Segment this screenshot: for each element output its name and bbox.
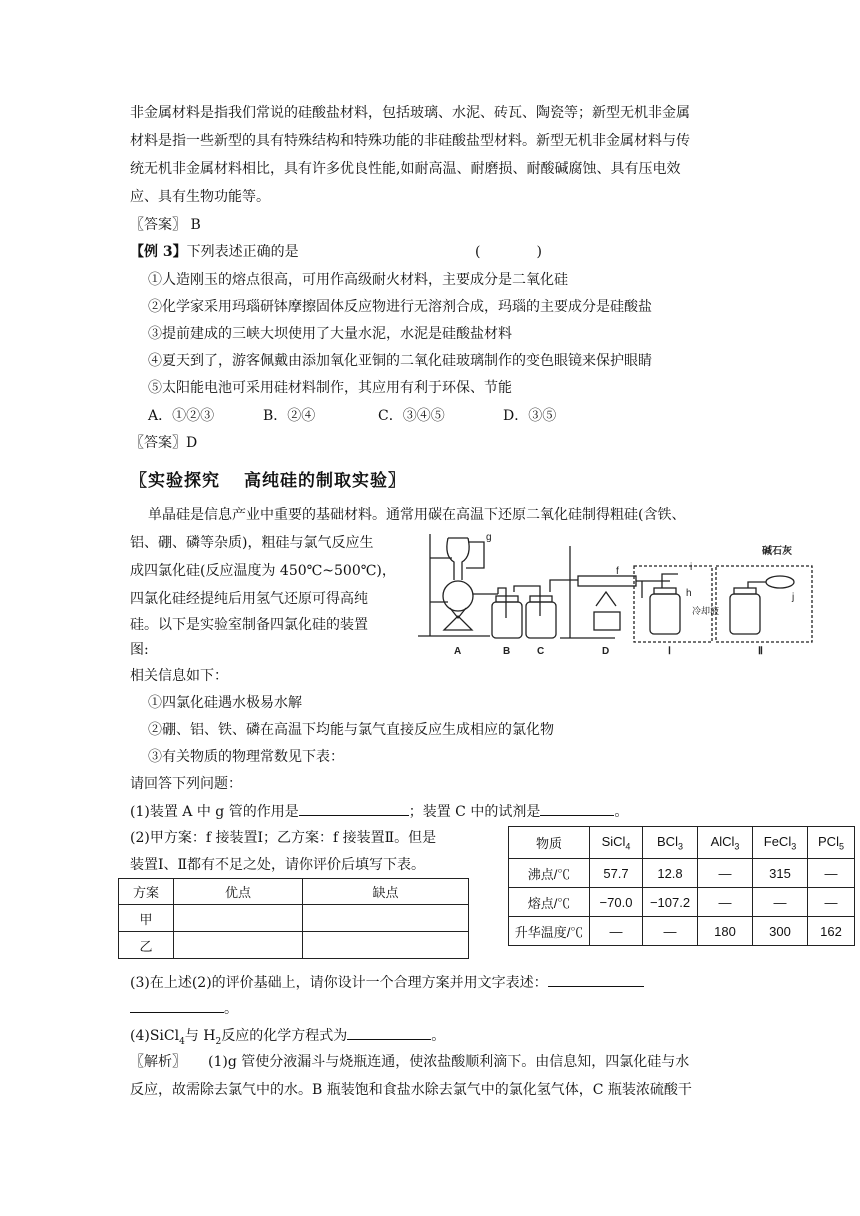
example3-options bbox=[148, 406, 556, 426]
const-cell: — bbox=[698, 888, 753, 917]
const-header-fecl3: FeCl$_3$ bbox=[753, 827, 808, 859]
eval-cell-jia-cons[interactable] bbox=[303, 905, 469, 932]
info-title: 相关信息如下： bbox=[130, 668, 228, 684]
const-cell: — bbox=[643, 917, 698, 946]
option-d: D．③⑤ bbox=[503, 408, 557, 424]
example3-answer: 〖答案〗D bbox=[130, 435, 198, 451]
const-cell: — bbox=[590, 917, 643, 946]
analysis-line-2: 反应，故需除去氯气中的水。B 瓶装饱和食盐水除去氯气中的氯化氢气体，C 瓶装浓硫酸干 bbox=[130, 1082, 692, 1098]
eval-header-pros: 优点 bbox=[174, 879, 303, 905]
letter-d: D bbox=[602, 646, 610, 657]
const-header-pcl5: PCl$_5$ bbox=[808, 827, 855, 859]
question-3-line-1 bbox=[130, 972, 644, 993]
option-b: B．②④ bbox=[263, 408, 316, 424]
tag-g: g bbox=[486, 532, 492, 543]
body-line-2: 铝、硼、磷等杂质)，粗硅与氯气反应生 bbox=[130, 535, 374, 551]
example3-text: 下列表述正确的是 bbox=[186, 244, 299, 260]
tag-j: j bbox=[792, 592, 795, 603]
q1-blank-1[interactable] bbox=[299, 801, 409, 816]
q1-blank-2[interactable] bbox=[540, 801, 614, 816]
const-cell: −107.2 bbox=[643, 888, 698, 917]
const-cell: 12.8 bbox=[643, 859, 698, 888]
section-title-b: 高纯硅的制取实验 bbox=[244, 471, 388, 491]
info-item-3: ③有关物质的物理常数见下表： bbox=[148, 749, 344, 765]
const-cell: 57.7 bbox=[590, 859, 643, 888]
q4-blank[interactable] bbox=[347, 1025, 431, 1040]
const-row-label: 升华温度/℃ bbox=[509, 917, 590, 946]
const-header-sicl4: SiCl$_4$ bbox=[590, 827, 643, 859]
const-header-substance: 物质 bbox=[509, 827, 590, 859]
q3-text: (3)在上述(2)的评价基础上，请你设计一个合理方案并用文字表述： bbox=[130, 975, 548, 991]
eval-row-jia: 甲 bbox=[119, 905, 174, 932]
question-3-line-2 bbox=[130, 998, 238, 1019]
body-line-3: 成四氯化硅(反应温度为 450℃~500℃)， bbox=[130, 563, 396, 579]
const-cell: — bbox=[808, 888, 855, 917]
eval-cell-jia-pros[interactable] bbox=[174, 905, 303, 932]
example3-label: 【例 3】 bbox=[130, 244, 187, 260]
eval-cell-yi-cons[interactable] bbox=[303, 932, 469, 959]
example3-question bbox=[130, 242, 542, 262]
answer-paren: ( ) bbox=[475, 244, 542, 260]
question-1 bbox=[130, 801, 628, 822]
const-header-bcl3: BCl$_3$ bbox=[643, 827, 698, 859]
example3-item-3: ③提前建成的三峡大坝使用了大量水泥，水泥是硅酸盐材料 bbox=[148, 326, 512, 342]
bracket-close: 〗 bbox=[388, 471, 406, 491]
analysis-text-1: (1)g 管使分液漏斗与烧瓶连通，使浓盐酸顺利滴下。由信息知，四氯化硅与水 bbox=[208, 1054, 690, 1070]
info-item-1: ①四氯化硅遇水极易水解 bbox=[148, 695, 302, 711]
option-a: A．①②③ bbox=[148, 408, 215, 424]
body-line-6: 图: bbox=[130, 642, 149, 658]
question-4: (4)SiCl$_4$与 $H_2$反应的化学方程式为 。 bbox=[130, 1025, 445, 1052]
body-line-1: 单晶硅是信息产业中重要的基础材料。通常用碳在高温下还原二氧化硅制得粗硅(含铁、 bbox=[148, 507, 686, 523]
info-item-2: ②硼、铝、铁、磷在高温下均能与氯气直接反应生成相应的氯化物 bbox=[148, 722, 554, 738]
answer-1: 〖答案〗 B bbox=[130, 217, 201, 233]
bracket-open: 〖 bbox=[130, 471, 148, 491]
question-2-line-1: (2)甲方案：f 接装置Ⅰ；乙方案：f 接装置Ⅱ。但是 bbox=[130, 830, 437, 846]
example3-item-2: ②化学家采用玛瑙研钵摩擦固体反应物进行无溶剂合成，玛瑙的主要成分是硅酸盐 bbox=[148, 299, 652, 315]
const-cell: — bbox=[808, 859, 855, 888]
intro-line-4: 应、具有生物功能等。 bbox=[130, 189, 270, 205]
const-cell: — bbox=[753, 888, 808, 917]
eval-header-cons: 缺点 bbox=[303, 879, 469, 905]
eval-row-yi: 乙 bbox=[119, 932, 174, 959]
question-2-line-2: 装置Ⅰ、Ⅱ都有不足之处，请你评价后填写下表。 bbox=[130, 857, 426, 873]
eval-cell-yi-pros[interactable] bbox=[174, 932, 303, 959]
ask-line: 请回答下列问题： bbox=[130, 776, 242, 792]
analysis-line-1 bbox=[130, 1052, 689, 1072]
section-title-a: 实验探究 bbox=[148, 471, 220, 491]
const-row-label: 沸点/℃ bbox=[509, 859, 590, 888]
q1-text-c: 。 bbox=[614, 804, 629, 820]
body-line-4: 四氯化硅经提纯后用氢气还原可得高纯 bbox=[130, 591, 368, 607]
letter-i: Ⅰ bbox=[668, 646, 671, 657]
constants-table bbox=[508, 826, 855, 946]
option-c: C．③④⑤ bbox=[378, 408, 445, 424]
intro-line-2: 材料是指一些新型的具有特殊结构和特殊功能的非硅酸盐型材料。新型无机非金属材料与传 bbox=[130, 133, 690, 149]
letter-b: B bbox=[503, 646, 511, 657]
intro-line-1: 非金属材料是指我们常说的硅酸盐材料，包括玻璃、水泥、砖瓦、陶瓷等；新型无机非金属 bbox=[130, 105, 690, 121]
eval-header-plan: 方案 bbox=[119, 879, 174, 905]
evaluation-table bbox=[118, 878, 469, 959]
const-header-alcl3: AlCl$_3$ bbox=[698, 827, 753, 859]
const-cell: −70.0 bbox=[590, 888, 643, 917]
q3-end: 。 bbox=[224, 1001, 238, 1017]
const-cell: 180 bbox=[698, 917, 753, 946]
tag-f: f bbox=[616, 566, 619, 577]
apparatus-diagram bbox=[410, 528, 830, 658]
sodalime-label: 碱石灰 bbox=[762, 546, 792, 557]
example3-item-5: ⑤太阳能电池可采用硅材料制作，其应用有利于环保、节能 bbox=[148, 380, 512, 396]
intro-line-3: 统无机非金属材料相比，具有许多优良性能,如耐高温、耐磨损、耐酸碱腐蚀、具有压电效 bbox=[130, 161, 681, 177]
body-line-5: 硅。以下是实验室制备四氯化硅的装置 bbox=[130, 617, 368, 633]
letter-ii: Ⅱ bbox=[758, 646, 763, 657]
coolant-label: 冷却液 bbox=[692, 606, 720, 616]
const-cell: 162 bbox=[808, 917, 855, 946]
q3-blank-2[interactable] bbox=[130, 998, 224, 1013]
q3-blank-1[interactable] bbox=[548, 972, 644, 987]
const-cell: 315 bbox=[753, 859, 808, 888]
letter-a: A bbox=[454, 646, 462, 657]
section-heading bbox=[130, 466, 406, 491]
example3-item-1: ①人造刚玉的熔点很高，可用作高级耐火材料，主要成分是二氧化硅 bbox=[148, 272, 568, 288]
analysis-label: 〖解析〗 bbox=[130, 1054, 186, 1070]
const-cell: 300 bbox=[753, 917, 808, 946]
example3-item-4: ④夏天到了，游客佩戴由添加氧化亚铜的二氧化硅玻璃制作的变色眼镜来保护眼睛 bbox=[148, 353, 652, 369]
q1-text-b: ；装置 C 中的试剂是 bbox=[408, 804, 541, 820]
tag-h: h bbox=[686, 588, 692, 599]
const-cell: — bbox=[698, 859, 753, 888]
letter-c: C bbox=[537, 646, 545, 657]
tag-i: i bbox=[690, 562, 693, 573]
const-row-label: 熔点/℃ bbox=[509, 888, 590, 917]
q1-text-a: (1)装置 A 中 g 管的作用是 bbox=[130, 804, 299, 820]
